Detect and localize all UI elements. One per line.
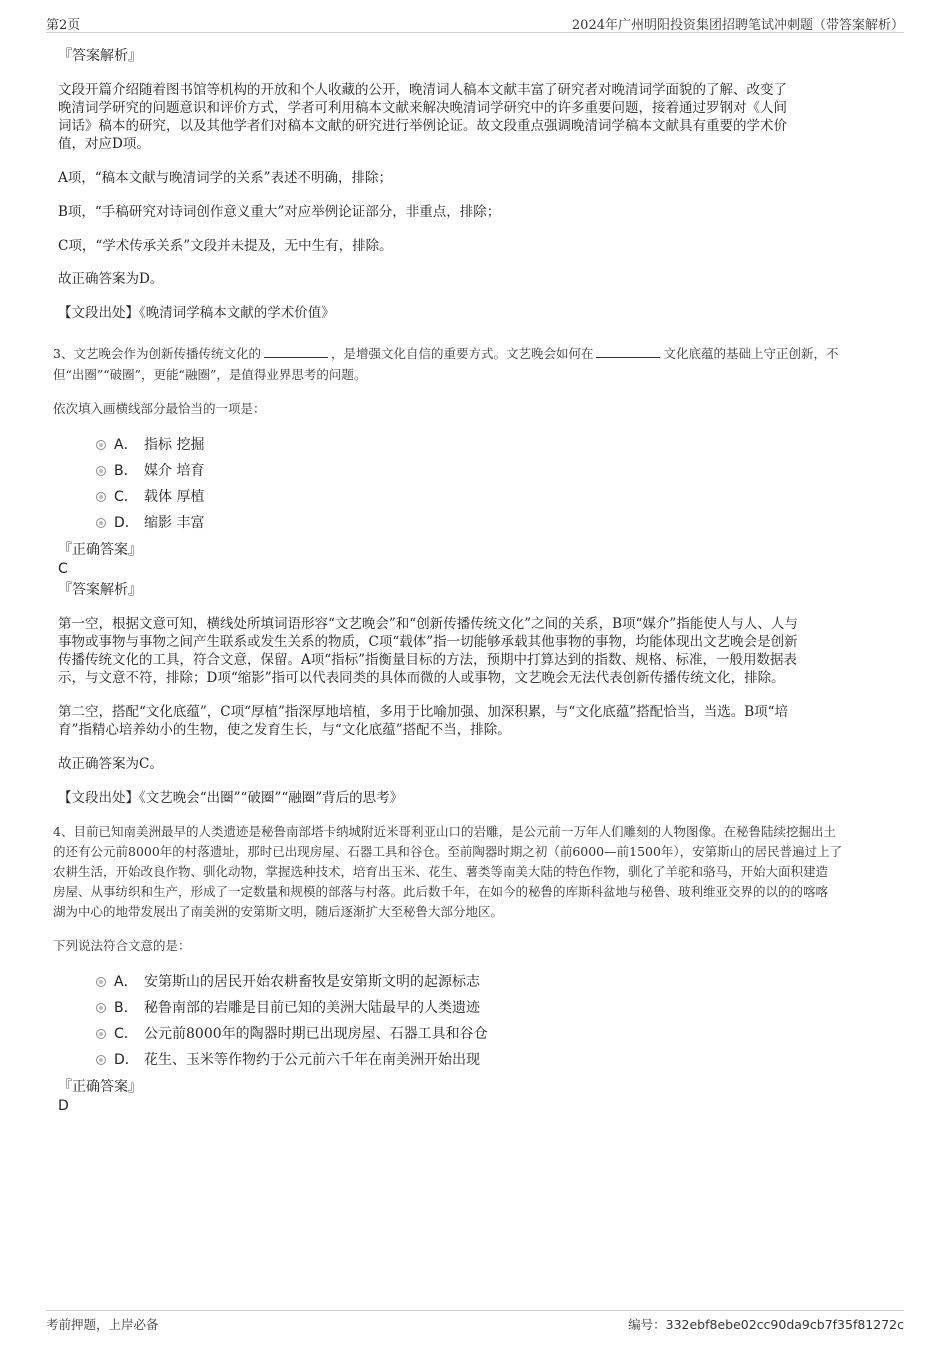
- footer-slogan: 考前押题，上岸必备: [46, 1317, 159, 1332]
- q3-analysis-label: 『答案解析』: [58, 582, 142, 598]
- q4-stem-line: 的还有公元前8000年的村落遗址，那时已出现房屋、石器工具和谷仓。至前陶器时期之初（前6000—前1500年），安第斯山的居民普遍过上了: [53, 844, 843, 859]
- radio-icon[interactable]: [96, 440, 106, 450]
- q3-analysis-line: 事物或事物与事物之间产生联系或发生关系的物质，C项“载体”指一切能够承载其他事物的事物，均能体现出文艺晚会是创新: [58, 634, 798, 650]
- q4-answer: D: [58, 1098, 69, 1114]
- q4-stem-line: 农耕生活，开始改良作物、驯化动物，掌握选种技术，培育出玉米、花生、薯类等南美大陆的特色作物，驯化了羊驼和骆马，开始大面积建造: [53, 864, 829, 879]
- q3-answer-label: 『正确答案』: [58, 542, 142, 558]
- q4-stem-line: 房屋、从事纺织和生产，形成了一定数量和规模的部落与村落。此后数千年，在如今的秘鲁的库斯科盆地与秘鲁、玻利维亚交界的以的的喀喀: [53, 884, 829, 899]
- q4-option-c[interactable]: [96, 1025, 488, 1043]
- radio-icon[interactable]: [96, 492, 106, 502]
- option-letter: A．: [114, 437, 138, 453]
- option-letter: B．: [114, 463, 138, 479]
- option-text: 花生、玉米等作物约于公元前六千年在南美洲开始出现: [144, 1052, 480, 1068]
- q4-stem-line: 湖为中心的地带发展出了南美洲的安第斯文明，随后逐渐扩大至秘鲁大部分地区。: [53, 904, 504, 919]
- option-letter: A．: [114, 974, 138, 990]
- q3-option-c[interactable]: [96, 488, 204, 506]
- page-number: 第2页: [46, 18, 81, 33]
- radio-icon[interactable]: [96, 466, 106, 476]
- q4-stem-line: 4、目前已知南美洲最早的人类遗迹是秘鲁南部塔卡纳城附近米哥利亚山口的岩雕，是公元前一万年人们雕刻的人物图像。在秘鲁陆续挖掘出土: [53, 824, 836, 839]
- q3-conclusion: 故正确答案为C。: [58, 756, 163, 772]
- q2-option-a-analysis: A项，“稿本文献与晚清词学的关系”表述不明确，排除；: [58, 170, 393, 186]
- q3-source: 【文段出处】《文艺晚会“出圈”“破圈”“融圈”背后的思考》: [58, 790, 404, 806]
- radio-icon[interactable]: [96, 518, 106, 528]
- q3-option-a[interactable]: [96, 436, 204, 454]
- document-serial: 编号：332ebf8ebe02cc90da9cb7f35f81272c: [628, 1317, 904, 1332]
- q3-stem-line: 但“出圈”“破圈”，更能“融圈”，是值得业界思考的问题。: [53, 367, 367, 382]
- q2-analysis-label: 『答案解析』: [58, 48, 142, 64]
- option-text: 载体 厚植: [144, 489, 205, 505]
- radio-icon[interactable]: [96, 977, 106, 987]
- q3-stem-part: ，是增强文化自信的重要方式。文艺晚会如何在: [330, 346, 594, 361]
- radio-icon[interactable]: [96, 1055, 106, 1065]
- option-letter: C．: [114, 1026, 138, 1042]
- q2-analysis-line: 值，对应D项。: [58, 136, 150, 152]
- q3-analysis-line: 示，与文意不符，排除；D项“缩影”指可以代表同类的具体而微的人或事物，文艺晚会无法代表创新传播传统文化，排除。: [58, 670, 785, 686]
- q3-prompt: 依次填入画横线部分最恰当的一项是：: [53, 401, 266, 416]
- q2-option-b-analysis: B项，“手稿研究对诗词创作意义重大”对应举例论证部分，非重点，排除；: [58, 204, 501, 220]
- q2-source: 【文段出处】《晚清词学稿本文献的学术价值》: [58, 305, 335, 321]
- q3-option-d[interactable]: [96, 514, 204, 532]
- q3-answer: C: [58, 561, 68, 577]
- radio-icon[interactable]: [96, 1029, 106, 1039]
- option-letter: D．: [114, 1052, 139, 1068]
- q4-option-b[interactable]: [96, 999, 480, 1017]
- option-text: 缩影 丰富: [144, 515, 205, 531]
- option-text: 公元前8000年的陶器时期已出现房屋、石器工具和谷仓: [144, 1026, 488, 1042]
- q4-option-d[interactable]: [96, 1051, 480, 1069]
- q3-analysis-line: 传播传统文化的工具，符合文意，保留。A项“指标”指衡量目标的方法，预期中打算达到的指数、规格、标准，一般用数据表: [58, 652, 798, 668]
- fill-blank: [264, 345, 328, 358]
- q2-analysis-line: 词话》稿本的研究，以及其他学者们对稿本文献的研究进行举例论证。故文段重点强调晚清词学稿本文献具有重要的学术价: [58, 118, 787, 134]
- option-text: 安第斯山的居民开始农耕畜牧是安第斯文明的起源标志: [144, 974, 480, 990]
- option-letter: C．: [114, 489, 138, 505]
- q3-stem-line: [53, 345, 892, 364]
- document-title: 2024年广州明阳投资集团招聘笔试冲刺题（带答案解析）: [571, 18, 904, 33]
- option-letter: B．: [114, 1000, 138, 1016]
- q2-analysis-line: 文段开篇介绍随着图书馆等机构的开放和个人收藏的公开，晚清词人稿本文献丰富了研究者对晚清词学面貌的了解、改变了: [58, 82, 787, 98]
- q2-conclusion: 故正确答案为D。: [58, 271, 164, 287]
- fill-blank: [596, 345, 660, 358]
- page-footer: [46, 1310, 904, 1333]
- q3-analysis-line: 育”指精心培养幼小的生物，使之发育生长，与“文化底蕴”搭配不当，排除。: [58, 722, 511, 738]
- option-text: 指标 挖掘: [144, 437, 205, 453]
- q3-stem-part: 文化底蕴的基础上守正创新，不: [663, 346, 839, 361]
- q4-option-a[interactable]: [96, 973, 480, 991]
- option-text: 媒介 培育: [144, 463, 205, 479]
- page-header: [46, 12, 904, 33]
- q2-analysis-line: 晚清词学研究的问题意识和评价方式，学者可利用稿本文献来解决晚清词学研究中的许多重要问题，接着通过罗钢对《人间: [58, 100, 787, 116]
- q4-answer-label: 『正确答案』: [58, 1079, 142, 1095]
- q4-prompt: 下列说法符合文意的是：: [53, 938, 191, 953]
- q3-analysis-line: 第二空，搭配“文化底蕴”，C项“厚植”指深厚地培植，多用于比喻加强、加深积累，与“文化底蕴”搭配恰当，当选。B项“培: [58, 704, 789, 720]
- q3-option-b[interactable]: [96, 462, 204, 480]
- q3-analysis-line: 第一空，根据文意可知，横线处所填词语形容“文艺晚会”和“创新传播传统文化”之间的关系，B项“媒介”指能使人与人、人与: [58, 616, 798, 632]
- q3-stem-part: 3、文艺晚会作为创新传播传统文化的: [53, 346, 261, 361]
- option-letter: D．: [114, 515, 139, 531]
- option-text: 秘鲁南部的岩雕是目前已知的美洲大陆最早的人类遗迹: [144, 1000, 480, 1016]
- radio-icon[interactable]: [96, 1003, 106, 1013]
- q2-option-c-analysis: C项，“学术传承关系”文段并未提及，无中生有，排除。: [58, 238, 393, 254]
